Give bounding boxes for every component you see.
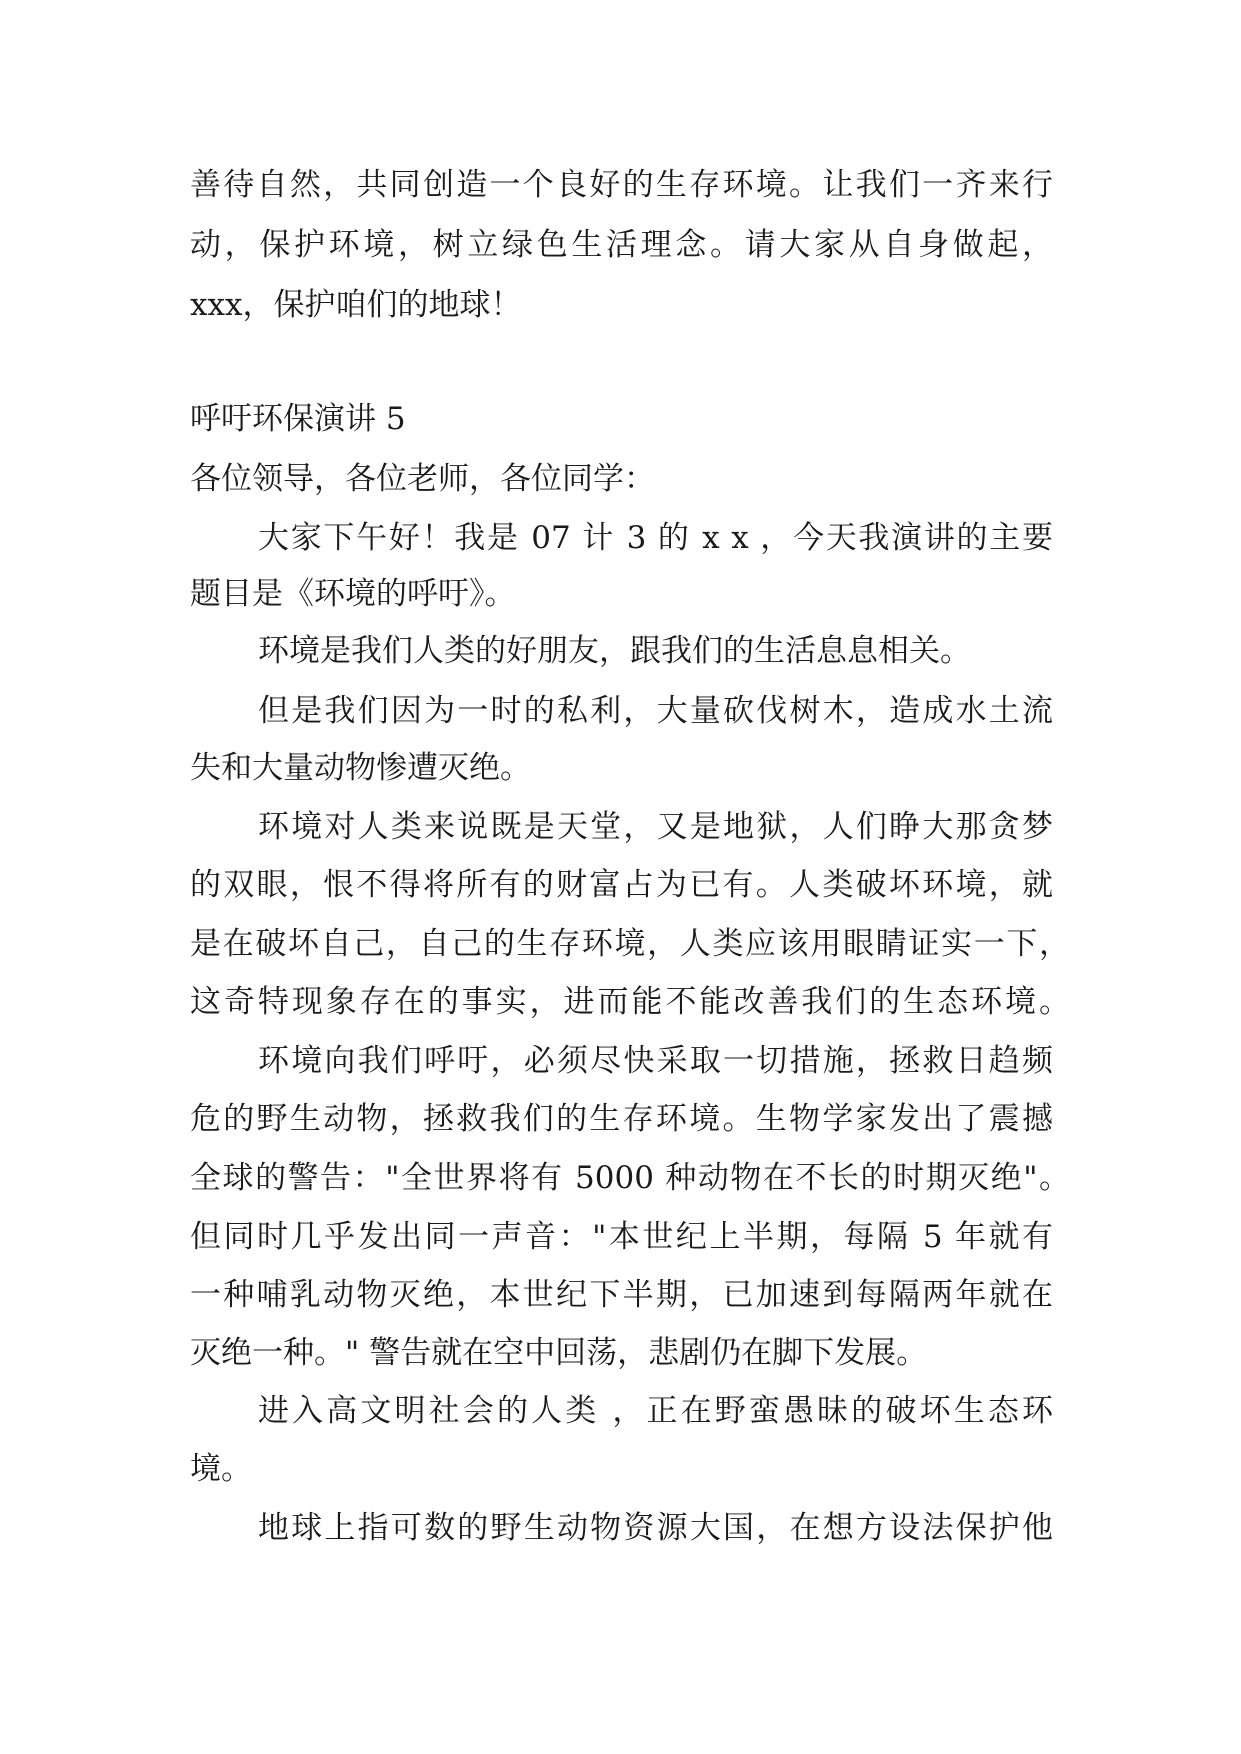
paragraph-line: 失和大量动物惨遭灭绝。	[190, 750, 531, 786]
paragraph-line: 但是我们因为一时的私利，大量砍伐树木，造成水土流	[258, 693, 1053, 729]
paragraph-line: 进入高文明社会的人类 ，正在野蛮愚昧的破坏生态环	[258, 1393, 1053, 1429]
section-title: 呼吁环保演讲 5	[190, 401, 406, 437]
paragraph-line: 环境是我们人类的好朋友，跟我们的生活息息相关。	[258, 633, 971, 669]
paragraph-line: 全球的警告："全世界将有 5000 种动物在不长的时期灭绝"。	[190, 1160, 1070, 1196]
paragraph-line: 环境向我们呼吁，必须尽快采取一切措施，拯救日趋频	[258, 1043, 1053, 1079]
paragraph-line: 地球上指可数的野生动物资源大国，在想方设法保护他	[258, 1510, 1053, 1546]
paragraph-line: 境。	[190, 1451, 252, 1487]
paragraph-line: 环境对人类来说既是天堂，又是地狱，人们睁大那贪梦	[258, 809, 1053, 845]
paragraph-line: 的双眼，恨不得将所有的财富占为已有。人类破坏环境，就	[190, 867, 1053, 903]
paragraph-line: 一种哺乳动物灭绝，本世纪下半期，已加速到每隔两年就在	[190, 1277, 1053, 1313]
continuation-line: 善待自然，共同创造一个良好的生存环境。让我们一齐来行	[190, 167, 1053, 203]
paragraph-line: 是在破坏自己，自己的生存环境，人类应该用眼睛证实一下，	[190, 926, 1070, 962]
paragraph-line: 大家下午好！我是 07 计 3 的 x x ，今天我演讲的主要	[258, 520, 1053, 556]
continuation-line: 动，保护环境，树立绿色生活理念。请大家从自身做起，	[190, 227, 1053, 263]
paragraph-line: 但同时几乎发出同一声音："本世纪上半期，每隔 5 年就有	[190, 1219, 1053, 1255]
paragraph-line: 题目是《环境的呼吁》。	[190, 576, 516, 612]
continuation-line: xxx，保护咱们的地球！	[190, 287, 522, 323]
paragraph-line: 这奇特现象存在的事实，进而能不能改善我们的生态环境。	[190, 984, 1070, 1020]
paragraph-line: 灭绝一种。" 警告就在空中回荡，悲剧仍在脚下发展。	[190, 1335, 928, 1371]
salutation: 各位领导，各位老师，各位同学：	[190, 461, 655, 497]
paragraph-line: 危的野生动物，拯救我们的生存环境。生物学家发出了震撼	[190, 1101, 1053, 1137]
